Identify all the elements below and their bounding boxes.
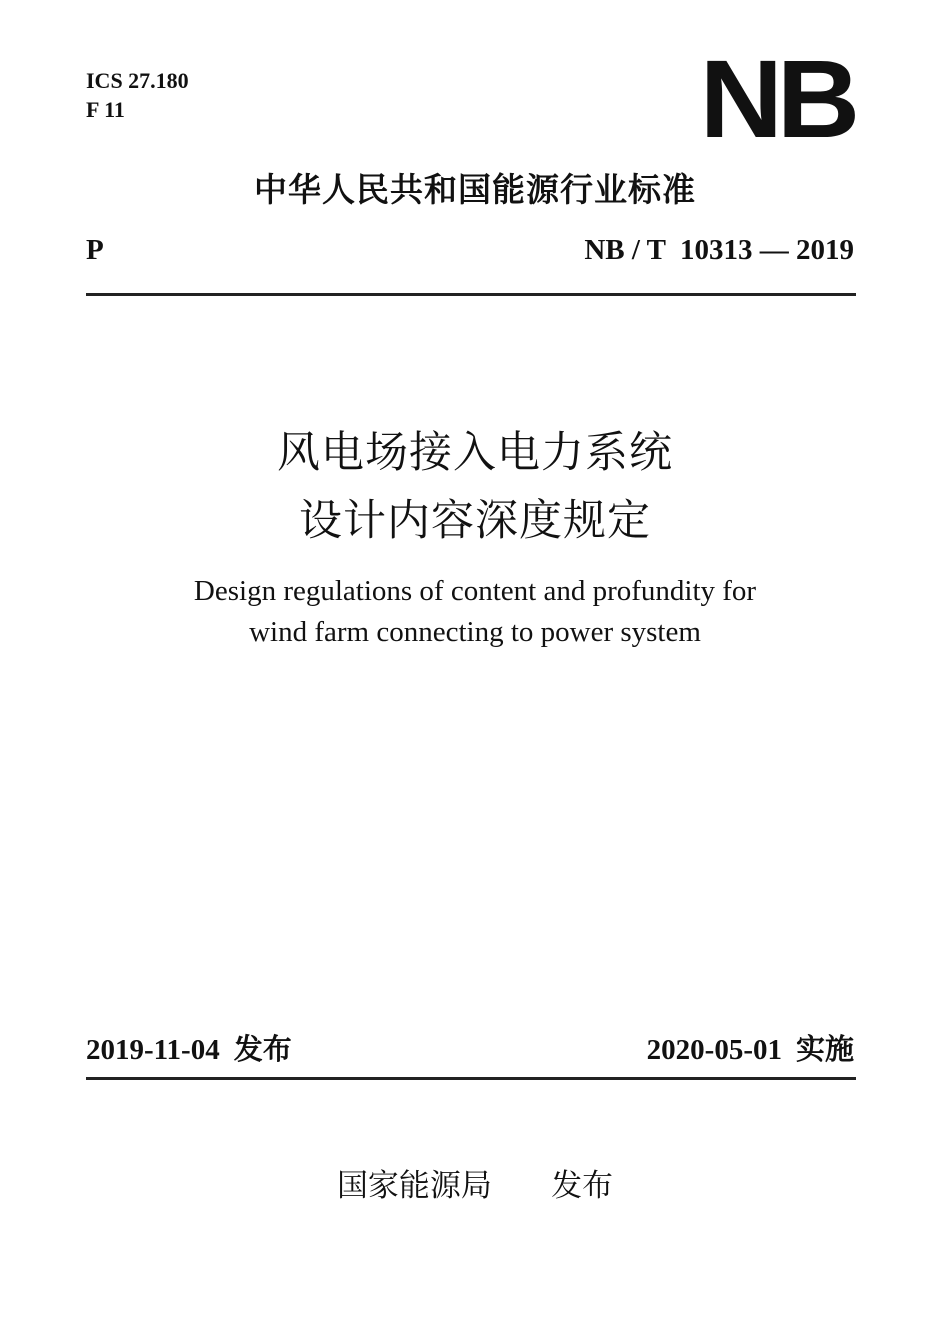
implementation-date: 2020-05-01 (646, 1034, 782, 1066)
implementation-date-block (647, 1029, 854, 1070)
category-code: P (86, 234, 104, 266)
ccs-code: F 11 (86, 97, 125, 122)
publisher-line (0, 1165, 950, 1207)
english-title-line-2: wind farm connecting to power system (249, 616, 701, 648)
publisher-name: 国家能源局 (336, 1168, 492, 1204)
classification-codes (86, 66, 189, 124)
chinese-title-line-1: 风电场接入电力系统 (277, 428, 673, 478)
bottom-divider (86, 1077, 856, 1080)
top-divider (86, 293, 856, 296)
issue-label: 发布 (233, 1032, 292, 1066)
standard-number: NB / T 10313 — 2019 (584, 234, 854, 266)
industry-standard-title: 中华人民共和国能源行业标准 (254, 170, 696, 209)
ics-code: ICS 27.180 (86, 68, 189, 93)
implementation-label: 实施 (795, 1032, 854, 1066)
chinese-title-line-2: 设计内容深度规定 (299, 496, 651, 546)
publish-label: 发布 (551, 1168, 614, 1204)
issue-date-block (86, 1029, 292, 1070)
nb-logo: NB (699, 38, 854, 161)
english-title-line-1: Design regulations of content and profundity for (193, 575, 757, 607)
issue-date: 2019-11-04 (86, 1034, 220, 1066)
